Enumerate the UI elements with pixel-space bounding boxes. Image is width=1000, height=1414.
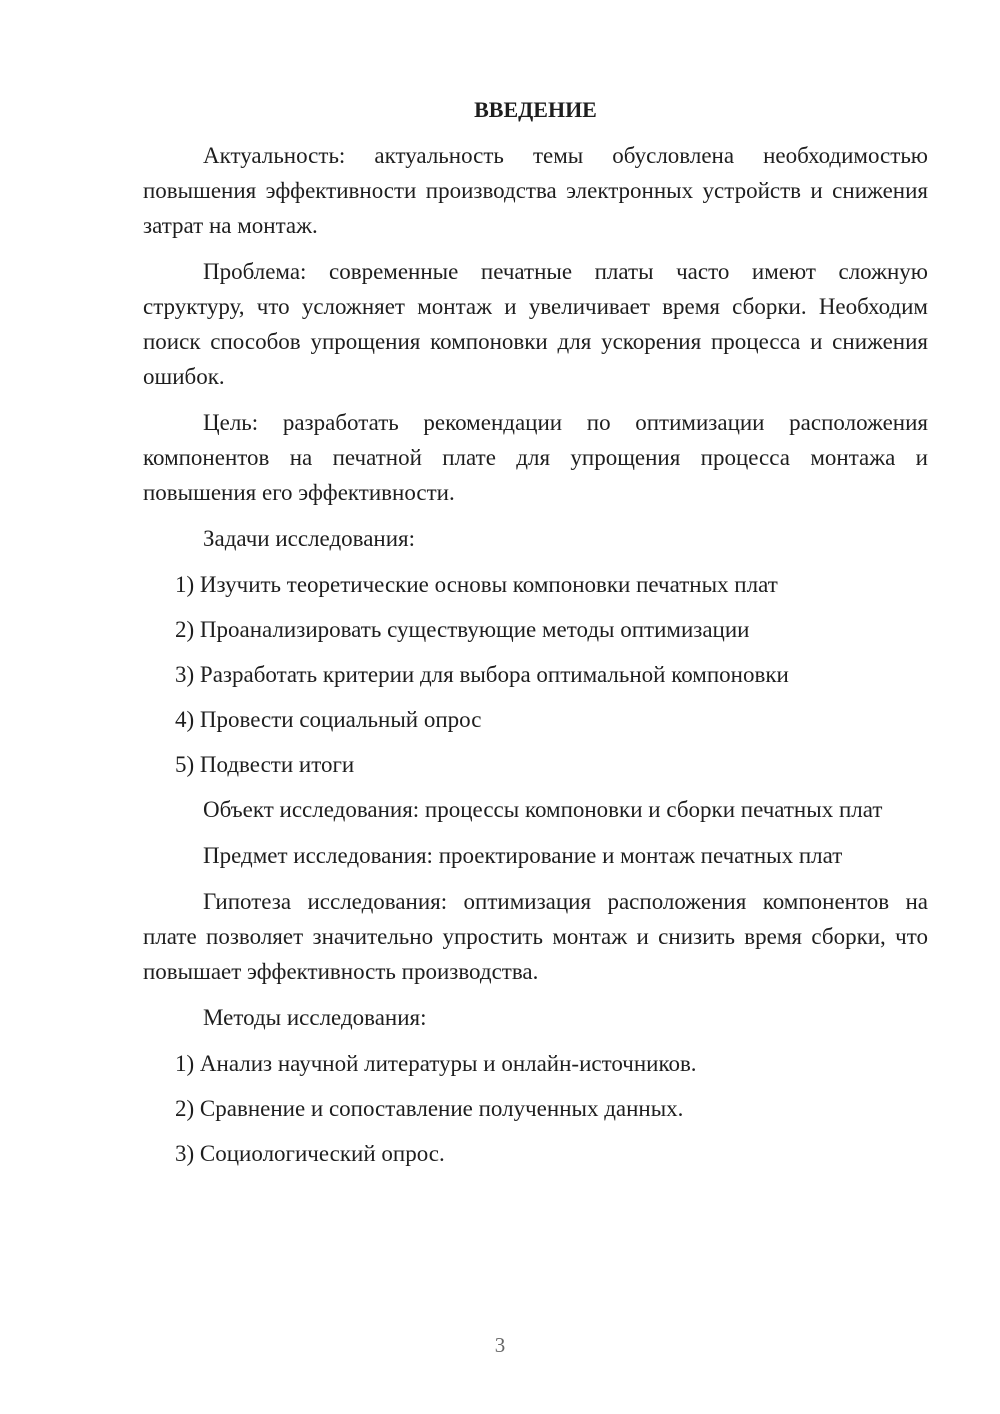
page-number: 3	[494, 1333, 506, 1357]
task-item: 5) Подвести итоги	[175, 752, 355, 777]
task-item: 1) Изучить теоретические основы компоновки печатных плат	[175, 572, 778, 597]
method-item: 3) Социологический опрос.	[175, 1141, 445, 1166]
task-item: 3) Разработать критерии для выбора оптимальной компоновки	[175, 662, 789, 687]
tasks-list	[143, 567, 928, 782]
task-item: 2) Проанализировать существующие методы оптимизации	[175, 617, 750, 642]
method-item: 1) Анализ научной литературы и онлайн-источников.	[175, 1051, 697, 1076]
subject-paragraph: Предмет исследования: проектирование и монтаж печатных плат	[203, 843, 843, 868]
hypothesis-paragraph: Гипотеза исследования: оптимизация расположения компонентов на плате позволяет значительно упростить монтаж и снизить время сборки, что повышает эффективность производства.	[143, 889, 928, 984]
goal-paragraph: Цель: разработать рекомендации по оптимизации расположения компонентов на печатной плате для упрощения процесса монтажа и повышения его эффективности.	[143, 410, 928, 505]
relevance-paragraph: Актуальность: актуальность темы обусловлена необходимостью повышения эффективности производства электронных устройств и снижения затрат на монтаж.	[143, 143, 928, 238]
document-page	[143, 92, 928, 1181]
problem-paragraph: Проблема: современные печатные платы часто имеют сложную структуру, что усложняет монтаж и увеличивает время сборки. Необходим поиск способов упрощения компоновки для ускорения процесса и снижения ошибок.	[143, 259, 928, 389]
tasks-heading: Задачи исследования:	[203, 526, 416, 551]
section-title: ВВЕДЕНИЕ	[474, 97, 597, 122]
task-item: 4) Провести социальный опрос	[175, 707, 482, 732]
methods-list	[143, 1046, 928, 1171]
object-paragraph: Объект исследования: процессы компоновки и сборки печатных плат	[203, 797, 883, 822]
method-item: 2) Сравнение и сопоставление полученных данных.	[175, 1096, 684, 1121]
methods-heading: Методы исследования:	[203, 1005, 427, 1030]
